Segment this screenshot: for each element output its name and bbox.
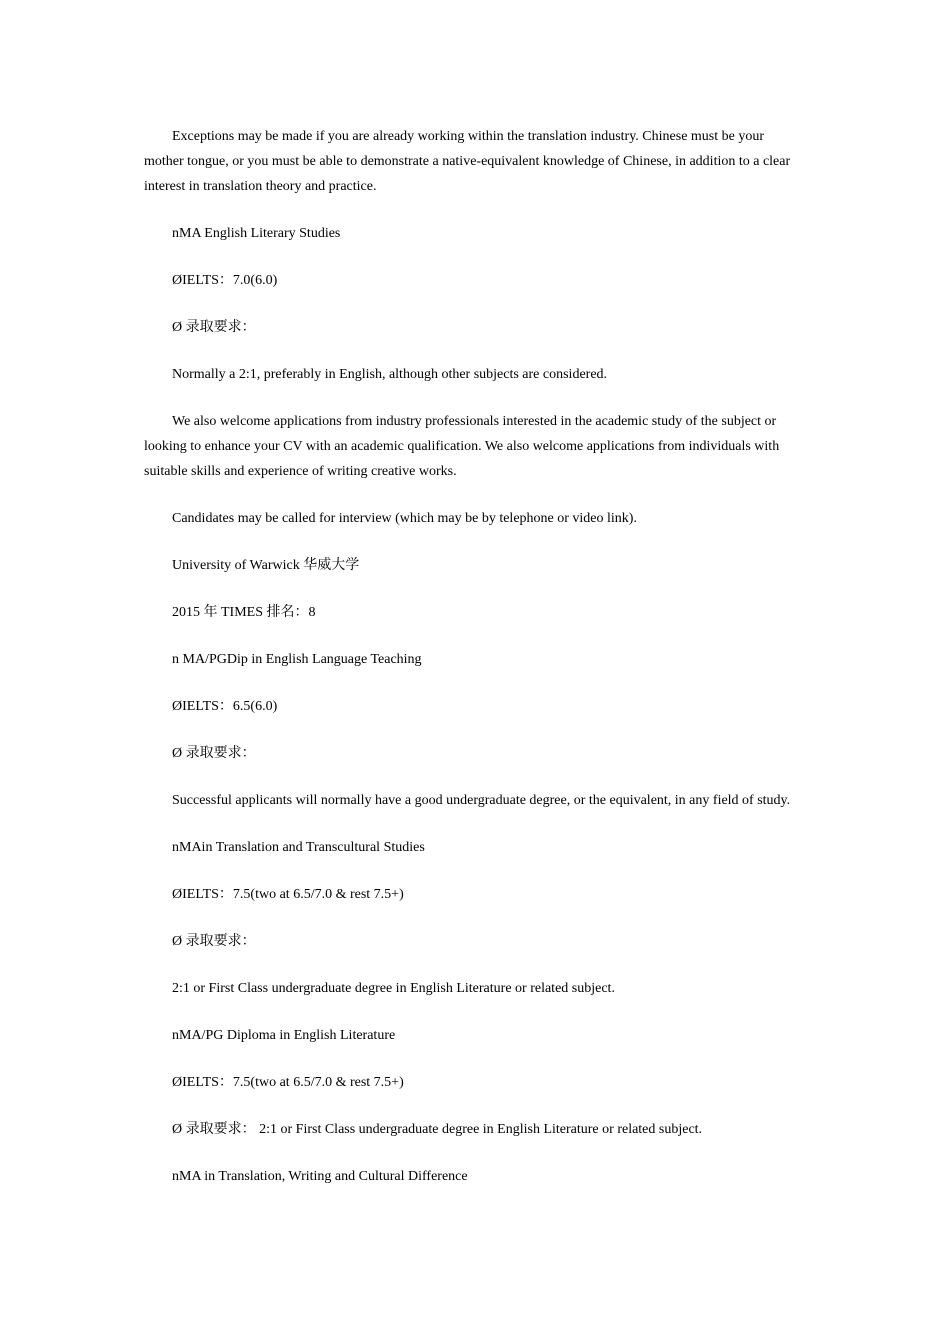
paragraph-interview: Candidates may be called for interview (which may be by telephone or video link). — [172, 511, 637, 526]
document-body — [144, 124, 800, 1211]
ielts-requirement: ØIELTS：6.5(6.0) — [172, 699, 278, 714]
paragraph-welcome-applications: We also welcome applications from industry professionals interested in the academic study of the subject or looking to enhance your CV with an academic qualification. We also welcome applications from individuals with suitable skills and experience of writing creative works. — [144, 414, 780, 479]
ielts-requirement: ØIELTS：7.5(two at 6.5/7.0 & rest 7.5+) — [172, 887, 404, 902]
admission-requirement-label: Ø 录取要求： — [172, 320, 256, 335]
paragraph-exceptions: Exceptions may be made if you are already working within the translation industry. Chinese must be your mother tongue, or you must be able to demonstrate a native-equivalent knowledge of Chinese, in addition to a clear interest in translation theory and practice. — [144, 129, 791, 194]
paragraph-first-class-degree: 2:1 or First Class undergraduate degree in English Literature or related subject. — [172, 981, 615, 996]
heading-ma-english-literary-studies: nMA English Literary Studies — [172, 226, 341, 241]
admission-requirement-inline: Ø 录取要求： 2:1 or First Class undergraduate degree in English Literature or related subject. — [172, 1122, 703, 1137]
paragraph-successful-applicants: Successful applicants will normally have a good undergraduate degree, or the equivalent, in any field of study. — [172, 793, 791, 808]
admission-requirement-label: Ø 录取要求： — [172, 934, 256, 949]
heading-ma-pgdip-elt: n MA/PGDip in English Language Teaching — [172, 652, 422, 667]
heading-ma-pg-diploma-english-literature: nMA/PG Diploma in English Literature — [172, 1028, 396, 1043]
university-name: University of Warwick 华威大学 — [172, 558, 360, 573]
ielts-requirement: ØIELTS：7.5(two at 6.5/7.0 & rest 7.5+) — [172, 1075, 404, 1090]
ranking: 2015 年 TIMES 排名：8 — [172, 605, 316, 620]
heading-ma-translation-transcultural: nMAin Translation and Transcultural Studies — [172, 840, 425, 855]
paragraph-normally-2-1: Normally a 2:1, preferably in English, although other subjects are considered. — [172, 367, 608, 382]
admission-requirement-label: Ø 录取要求： — [172, 746, 256, 761]
ielts-requirement: ØIELTS：7.0(6.0) — [172, 273, 278, 288]
heading-ma-translation-writing: nMA in Translation, Writing and Cultural Difference — [172, 1169, 468, 1184]
